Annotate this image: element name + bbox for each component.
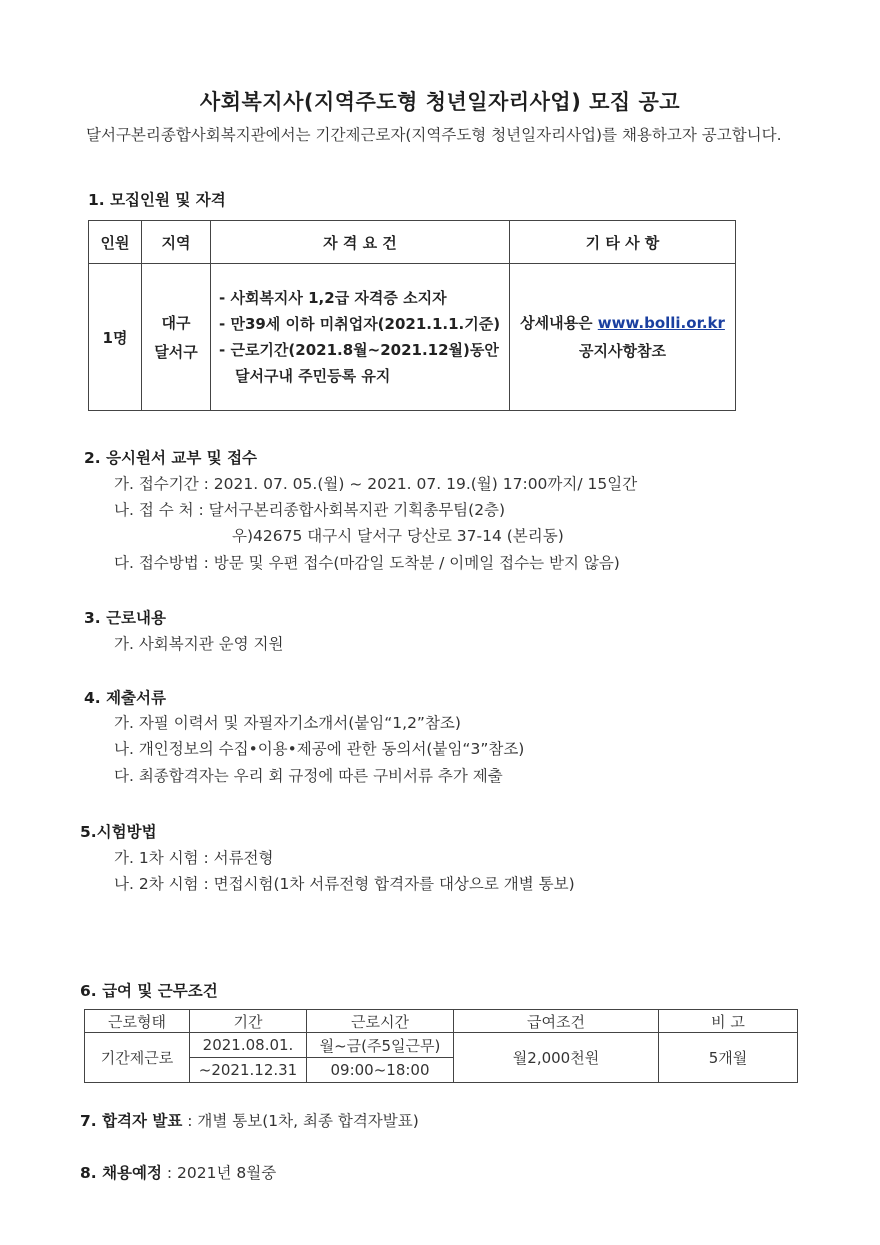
period-end: ~2021.12.31 <box>190 1058 307 1083</box>
section2-line: 나. 접 수 처 : 달서구본리종합사회복지관 기획총무팀(2층) <box>114 501 506 519</box>
table-row <box>89 264 736 411</box>
section2-line: 다. 접수방법 : 방문 및 우편 접수(마감일 도착분 / 이메일 접수는 받지 않음) <box>114 554 620 572</box>
section3-line: 가. 사회복지관 운영 지원 <box>114 635 284 653</box>
section2-heading: 2. 응시원서 교부 및 접수 <box>84 449 258 467</box>
requirement-item: - 만39세 이하 미취업자(2021.1.1.기준) <box>219 315 501 333</box>
website-link[interactable]: www.bolli.or.kr <box>597 314 725 332</box>
table-header-row <box>89 221 736 264</box>
section2-line: 가. 접수기간 : 2021. 07. 05.(월) ~ 2021. 07. 19.(월) 17:00까지/ 15일간 <box>114 475 638 493</box>
section8-line <box>80 1161 276 1183</box>
section5-line: 가. 1차 시험 : 서류전형 <box>114 849 274 867</box>
section7-label: 7. 합격자 발표 <box>80 1112 183 1130</box>
recruit-count: 1명 <box>89 264 142 411</box>
note: 5개월 <box>659 1033 798 1083</box>
pay-condition: 월2,000천원 <box>454 1033 659 1083</box>
section4-line: 나. 개인정보의 수집•이용•제공에 관한 동의서(붙임“3”참조) <box>114 740 525 758</box>
hours-time: 09:00~18:00 <box>307 1058 454 1083</box>
header-region: 지역 <box>142 221 211 264</box>
table-row <box>85 1033 798 1058</box>
region-city: 대구 <box>161 314 191 332</box>
section1-heading: 1. 모집인원 및 자격 <box>88 191 226 209</box>
section4-heading: 4. 제출서류 <box>84 689 166 707</box>
section7-line <box>80 1109 419 1131</box>
period-start: 2021.08.01. <box>190 1033 307 1058</box>
table-header-row <box>85 1010 798 1033</box>
etc-prefix: 상세내용은 <box>520 314 598 332</box>
section8-label: 8. 채용예정 <box>80 1164 162 1182</box>
section4-line: 가. 자필 이력서 및 자필자기소개서(붙임“1,2”참조) <box>114 714 461 732</box>
etc-cell <box>510 264 736 411</box>
section8-text: : 2021년 8월중 <box>161 1164 277 1182</box>
section4-line: 다. 최종합격자는 우리 회 규정에 따른 구비서류 추가 제출 <box>114 767 503 785</box>
region-district: 달서구 <box>154 343 198 361</box>
header-count: 인원 <box>89 221 142 264</box>
section5-heading: 5.시험방법 <box>80 823 157 841</box>
recruit-region <box>142 264 211 411</box>
header-work-type: 근로형태 <box>85 1010 190 1033</box>
header-note: 비 고 <box>659 1010 798 1033</box>
page-title: 사회복지사(지역주도형 청년일자리사업) 모집 공고 <box>199 90 681 114</box>
etc-suffix: 공지사항참조 <box>579 342 666 360</box>
qualification-table <box>88 220 736 411</box>
requirement-item: - 근로기간(2021.8월~2021.12월)동안 <box>219 341 499 359</box>
section3-heading: 3. 근로내용 <box>84 609 166 627</box>
header-period: 기간 <box>190 1010 307 1033</box>
intro-text: 달서구본리종합사회복지관에서는 기간제근로자(지역주도형 청년일자리사업)를 채용하고자 공고합니다. <box>86 126 782 144</box>
header-etc: 기 타 사 항 <box>510 221 736 264</box>
requirement-item: - 사회복지사 1,2급 자격증 소지자 <box>219 289 447 307</box>
section5-line: 나. 2차 시험 : 면접시험(1차 서류전형 합격자를 대상으로 개별 통보) <box>114 875 575 893</box>
requirements-cell <box>211 264 510 411</box>
header-requirements: 자 격 요 건 <box>211 221 510 264</box>
section6-heading: 6. 급여 및 근무조건 <box>80 982 218 1000</box>
hours-days: 월~금(주5일근무) <box>307 1033 454 1058</box>
header-hours: 근로시간 <box>307 1010 454 1033</box>
requirement-item: 달서구내 주민등록 유지 <box>235 367 391 385</box>
work-type: 기간제근로 <box>85 1033 190 1083</box>
working-conditions-table <box>84 1009 798 1083</box>
section2-line: 우)42675 대구시 달서구 당산로 37-14 (본리동) <box>232 527 564 545</box>
header-pay: 급여조건 <box>454 1010 659 1033</box>
section7-text: : 개별 통보(1차, 최종 합격자발표) <box>182 1112 419 1130</box>
